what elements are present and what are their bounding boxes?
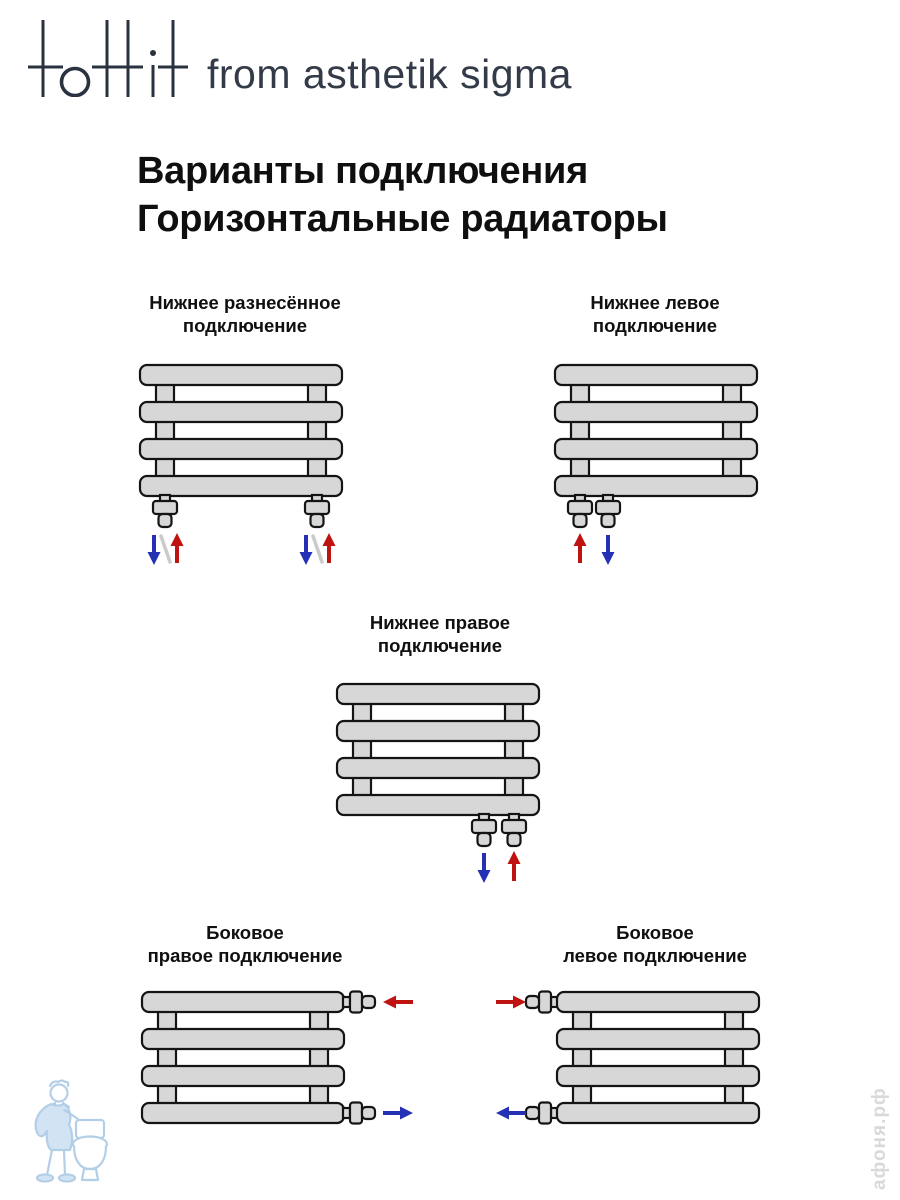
supply-up-arrow-icon xyxy=(323,533,336,563)
site-watermark-text: афоня.рф xyxy=(869,1087,890,1190)
radiator-graphic-side-right xyxy=(110,969,430,1139)
page-title xyxy=(137,147,668,243)
bottom-fitting-outer xyxy=(568,495,592,527)
side-fitting-top xyxy=(526,992,558,1013)
side-fitting-top xyxy=(343,992,375,1013)
radiator-graphic-bottom-right xyxy=(310,661,570,893)
brand-tagline: from asthetik sigma xyxy=(207,51,572,97)
diagram-label xyxy=(110,285,380,337)
radiator-body xyxy=(140,365,342,496)
radiator-body xyxy=(557,992,759,1123)
either-direction-slash-icon xyxy=(161,536,170,562)
supply-up-arrow-icon xyxy=(171,533,184,563)
side-fitting-bottom xyxy=(526,1103,558,1124)
supply-in-arrow-icon xyxy=(383,996,413,1009)
bottom-fitting-right xyxy=(305,495,329,527)
diagram-bottom-left-connection xyxy=(520,285,790,585)
radiator-graphic-bottom-left xyxy=(520,343,790,578)
bottom-fitting-left xyxy=(153,495,177,527)
diagram-label-line1: Боковое xyxy=(616,922,694,943)
return-out-arrow-icon xyxy=(383,1107,413,1120)
diagram-bottom-spread-connection xyxy=(110,285,380,585)
diagram-label-line2: правое подключение xyxy=(147,945,343,966)
diagram-label xyxy=(310,605,570,657)
diagram-label-line2: подключение xyxy=(182,315,308,336)
either-direction-slash-icon xyxy=(313,536,322,562)
radiator-body xyxy=(142,992,344,1123)
page-title-line2: Горизонтальные радиаторы xyxy=(137,198,668,240)
return-out-arrow-icon xyxy=(496,1107,526,1120)
supply-in-arrow-icon xyxy=(496,996,526,1009)
radiator-graphic-bottom-spread xyxy=(110,343,380,578)
radiator-body xyxy=(555,365,757,496)
diagram-label-line1: Нижнее разнесённое xyxy=(149,292,341,313)
diagram-label-line1: Нижнее левое xyxy=(590,292,720,313)
radiator-graphic-side-left xyxy=(470,969,810,1139)
diagram-label-line2: подключение xyxy=(377,635,503,656)
page-title-line1: Варианты подключения xyxy=(137,150,588,192)
side-fitting-bottom xyxy=(343,1103,375,1124)
diagram-label-line2: подключение xyxy=(592,315,718,336)
bottom-fitting-inner xyxy=(472,814,496,846)
supply-up-arrow-icon xyxy=(574,533,587,563)
diagram-label xyxy=(520,915,790,967)
diagram-side-left-connection xyxy=(520,915,790,1155)
supply-up-arrow-icon xyxy=(508,851,521,881)
brand-logo xyxy=(28,20,188,97)
diagram-side-right-connection xyxy=(110,915,380,1155)
bottom-fitting-inner xyxy=(596,495,620,527)
return-down-arrow-icon xyxy=(478,853,491,883)
bottom-fitting-outer xyxy=(502,814,526,846)
diagram-bottom-right-connection xyxy=(310,605,570,905)
return-down-arrow-icon xyxy=(148,535,161,565)
plumber-watermark-logo xyxy=(14,1076,118,1188)
radiator-body xyxy=(337,684,539,815)
diagram-label-line1: Нижнее правое xyxy=(369,612,511,633)
diagram-label-line1: Боковое xyxy=(206,922,284,943)
diagram-label xyxy=(520,285,790,337)
return-down-arrow-icon xyxy=(300,535,313,565)
diagram-label-line2: левое подключение xyxy=(563,945,747,966)
return-down-arrow-icon xyxy=(602,535,615,565)
diagram-label xyxy=(110,915,380,967)
